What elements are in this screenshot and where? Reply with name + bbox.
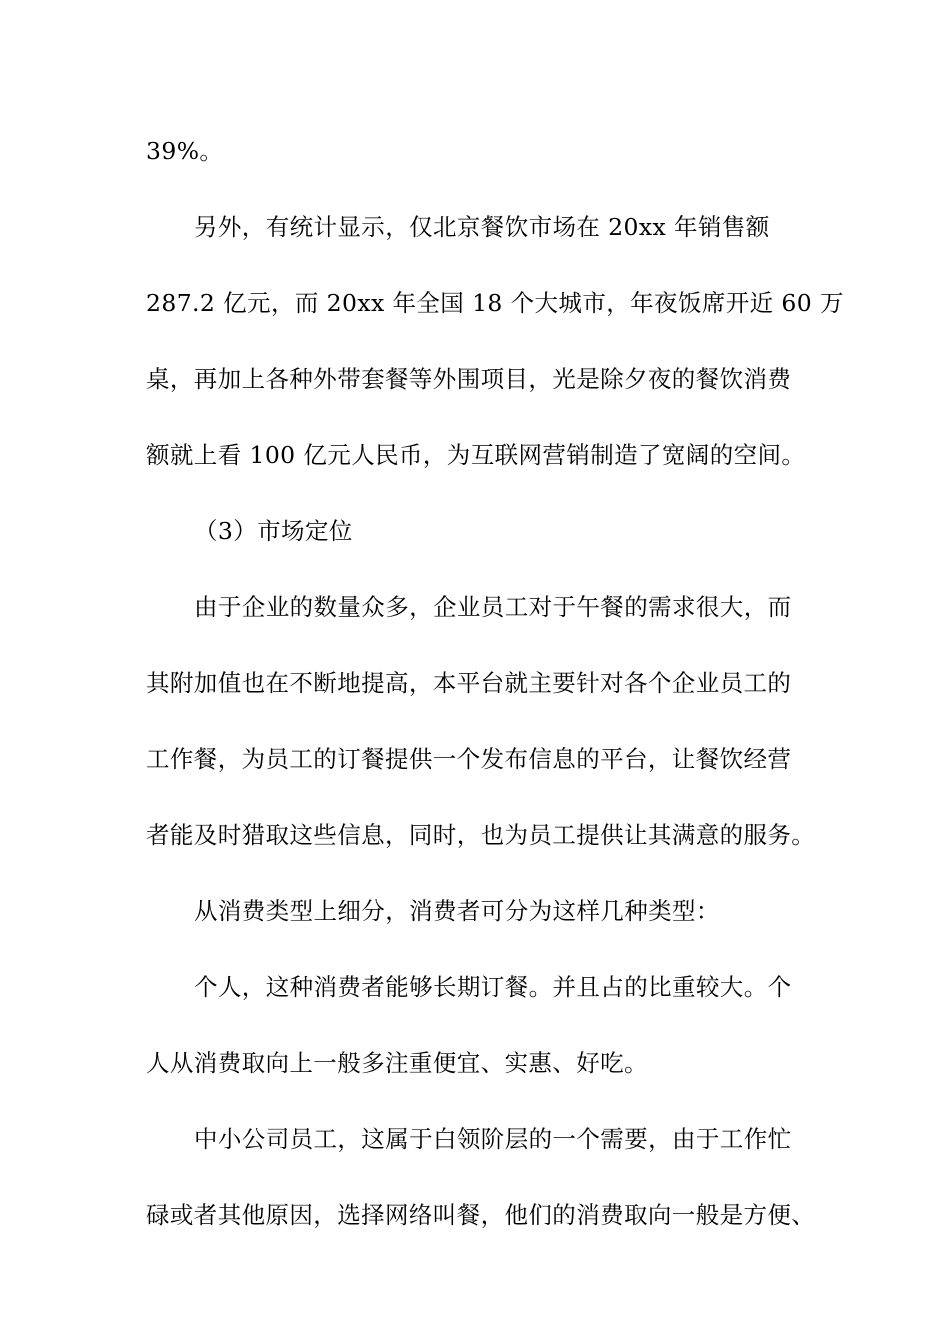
paragraph-line: 另外，有统计显示，仅北京餐饮市场在 20xx 年销售额	[194, 213, 770, 241]
paragraph-line: 桌，再加上各种外带套餐等外围项目，光是除夕夜的餐饮消费	[146, 365, 792, 393]
paragraph-line: 工作餐，为员工的订餐提供一个发布信息的平台，让餐饮经营	[146, 745, 792, 773]
paragraph-line: 人从消费取向上一般多注重便宜、实惠、好吃。	[146, 1049, 648, 1077]
section-heading: （3）市场定位	[194, 517, 353, 545]
paragraph-line: 由于企业的数量众多，企业员工对于午餐的需求很大，而	[194, 593, 792, 621]
paragraph-line: 者能及时猎取这些信息，同时，也为员工提供让其满意的服务。	[146, 821, 816, 849]
paragraph-line: 额就上看 100 亿元人民币，为互联网营销制造了宽阔的空间。	[146, 441, 806, 469]
paragraph-line: 39%。	[146, 137, 224, 165]
paragraph-line: 中小公司员工，这属于白领阶层的一个需要，由于工作忙	[194, 1125, 792, 1153]
paragraph-line: 从消费类型上细分，消费者可分为这样几种类型：	[194, 897, 720, 925]
paragraph-line: 碌或者其他原因，选择网络叫餐，他们的消费取向一般是方便、	[146, 1201, 816, 1229]
paragraph-line: 287.2 亿元，而 20xx 年全国 18 个大城市，年夜饭席开近 60 万	[146, 289, 844, 317]
paragraph-line: 个人，这种消费者能够长期订餐。并且占的比重较大。个	[194, 973, 792, 1001]
paragraph-line: 其附加值也在不断地提高，本平台就主要针对各个企业员工的	[146, 669, 792, 697]
